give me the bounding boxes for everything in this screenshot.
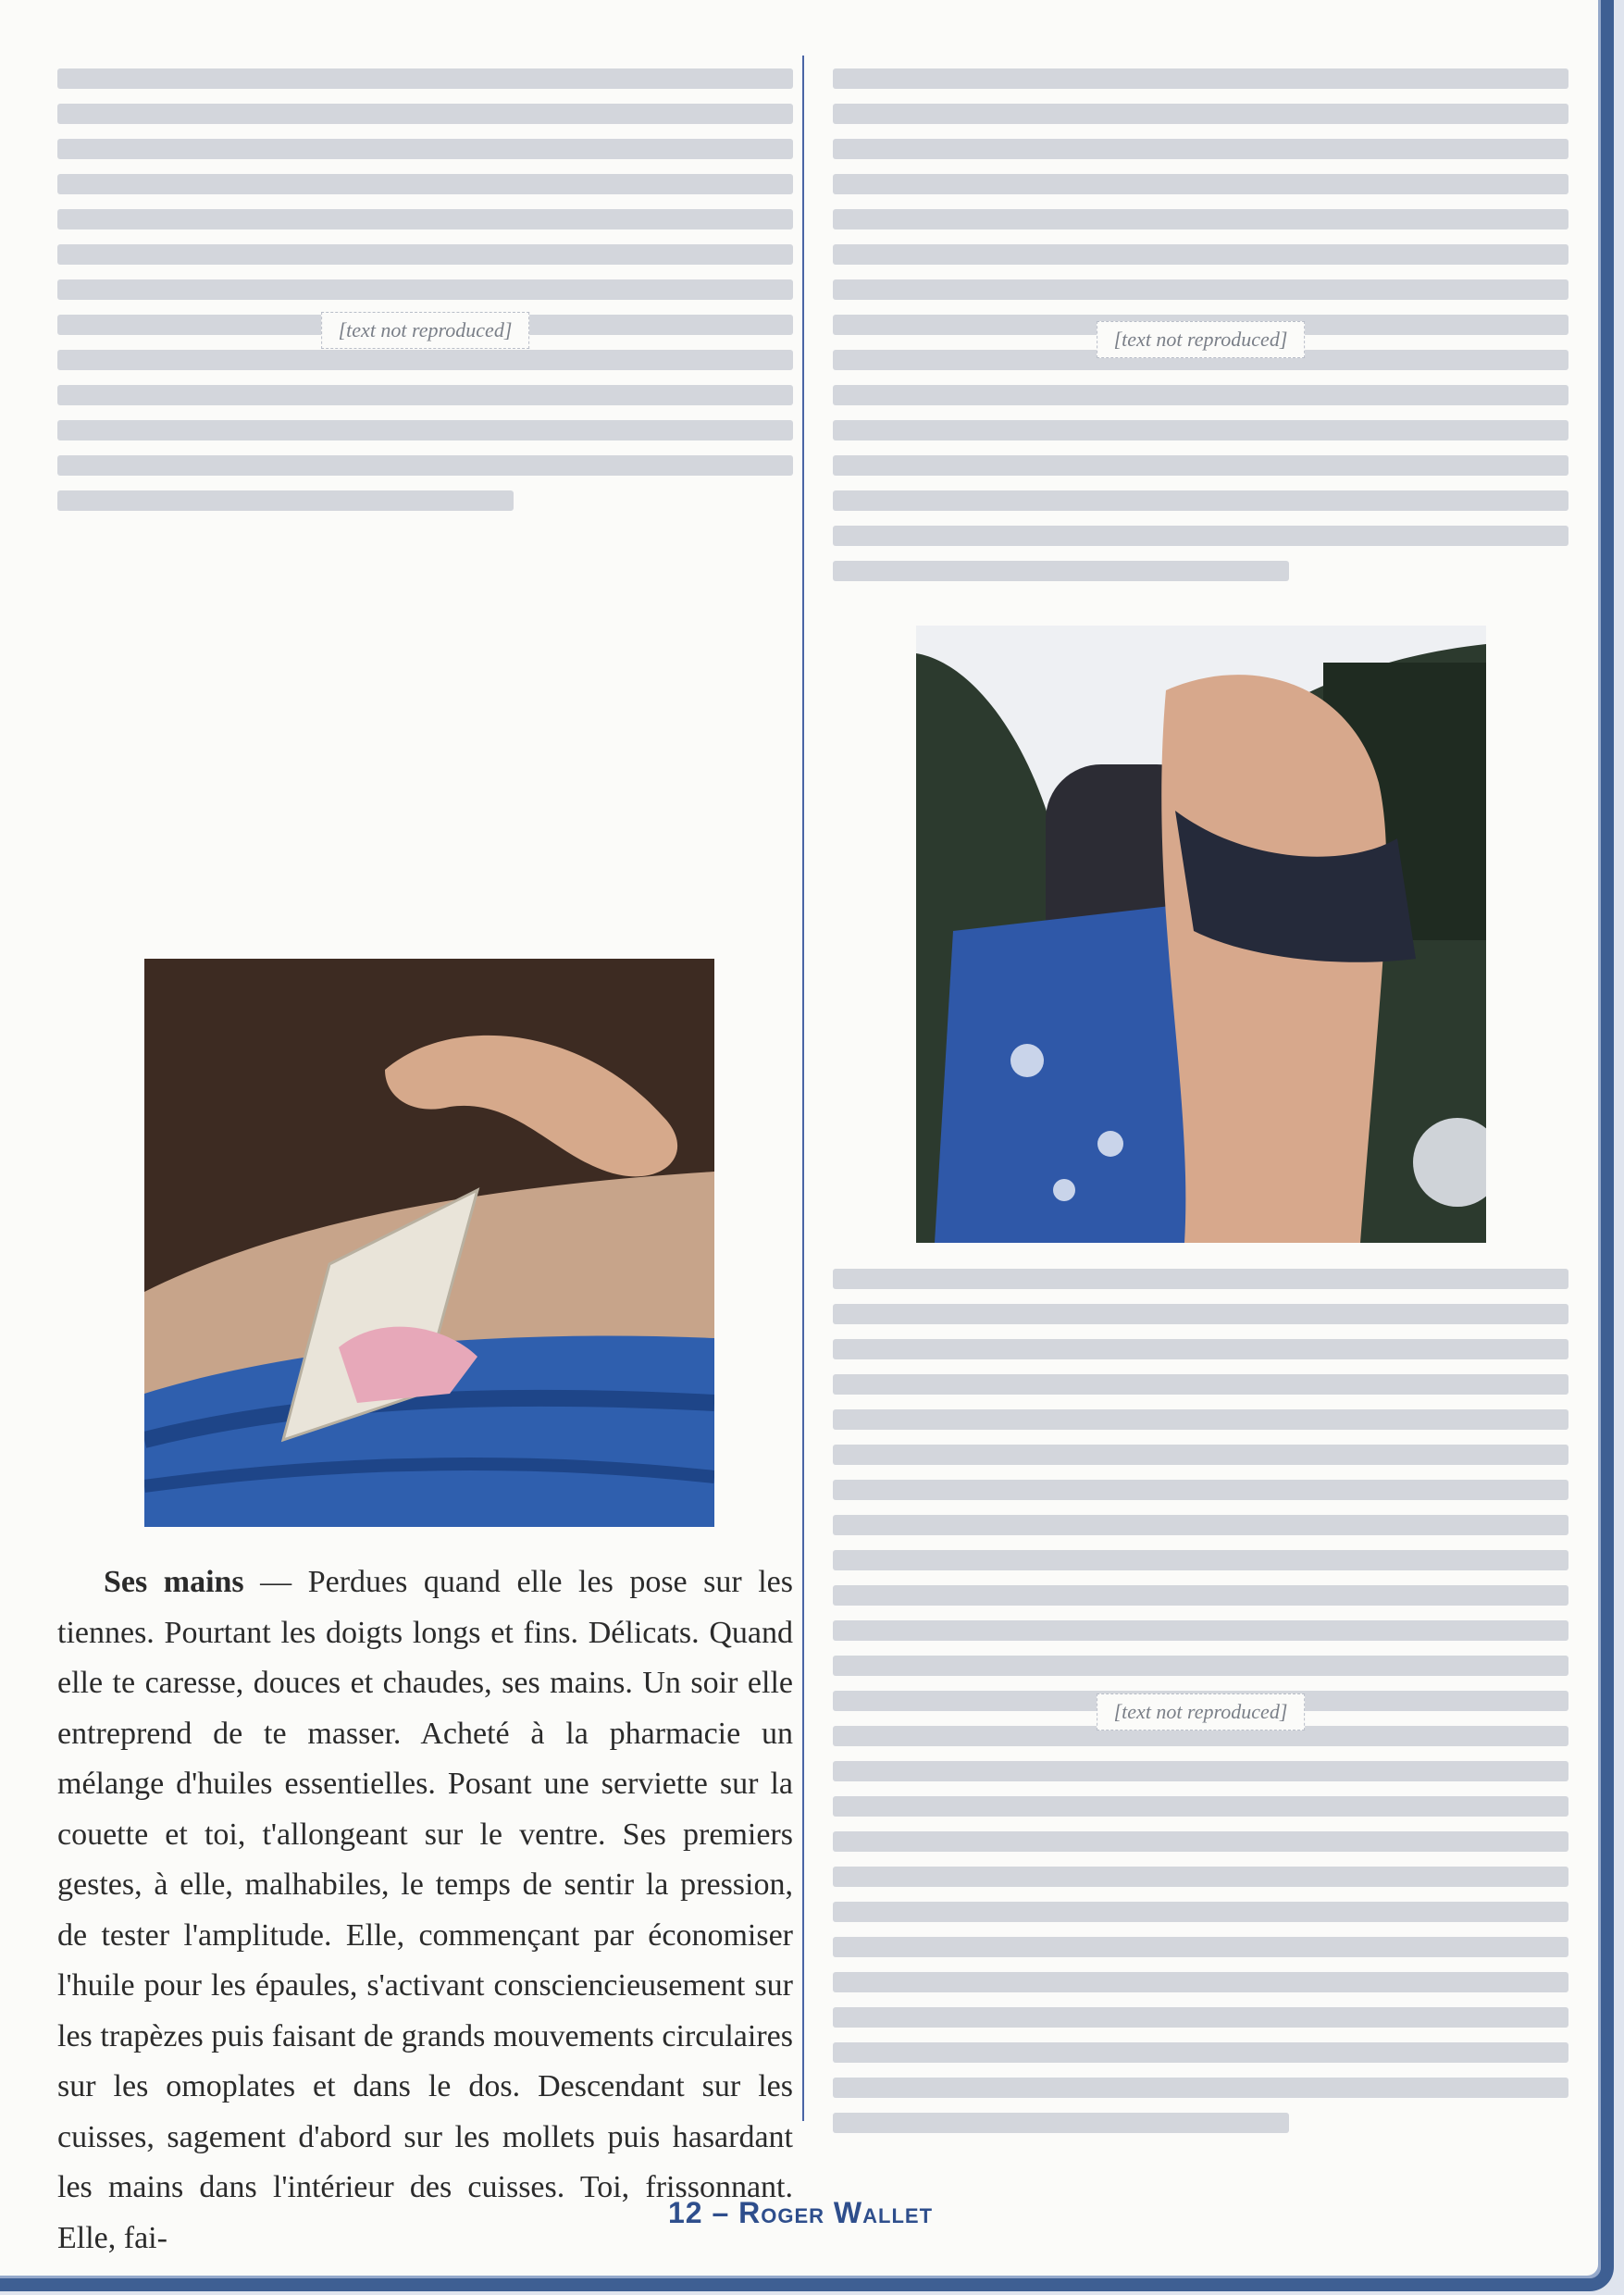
pair-illustration-art (916, 626, 1486, 1243)
left-column-lower (57, 1557, 793, 2264)
page-footer (0, 2196, 1601, 2230)
right-column-lower (833, 1254, 1568, 2155)
reading-illustration-art (144, 959, 714, 1527)
left-column (57, 54, 793, 591)
section-mains-paragraph (57, 1557, 793, 2264)
redaction-note: [text not reproduced] (1097, 1693, 1306, 1731)
column-divider (802, 56, 804, 2121)
right-column (833, 54, 1568, 610)
section-mains-heading: Ses mains (104, 1565, 244, 1599)
figure-pair-illustration (916, 626, 1486, 1243)
author-name: Roger Wallet (738, 2196, 934, 2229)
page-number: 12 (667, 2196, 703, 2229)
section-seins-redacted-text (833, 1269, 1568, 2155)
section-mains-body: Perdues quand elle les pose sur les tiennes. Pourtant les doigts longs et fins. Délicats. Quand elle te caresse, douces et chaudes, ses mains. Un soir elle entreprend de te masser. Acheté à la pharmacie un mélange d'huiles essentielles. Posant une serviette sur la couette et toi, t'allongeant sur le ventre. Ses premiers gestes, à elle, malhabiles, le temps de sentir la pression, de tester l'amplitude. Elle, commençant par économiser l'huile pour les épaules, s'activant consciencieusement sur les trapèzes puis faisant de grands mouvements circulaires sur les omoplates et dans le dos. Descendant sur les cuisses, sagement d'abord sur les mollets puis hasardant les mains dans l'intérieur des cuisses. Toi, frissonnant. Elle, fai- (57, 1565, 793, 2255)
footer-separator: – (712, 2196, 730, 2229)
section-mains-dash: — (243, 1565, 308, 1599)
redaction-note: [text not reproduced] (1097, 321, 1306, 358)
figure-reading-illustration (144, 959, 714, 1527)
redaction-note: [text not reproduced] (321, 312, 530, 349)
left-top-redacted-text (57, 68, 793, 591)
right-top-redacted-text (833, 68, 1568, 610)
